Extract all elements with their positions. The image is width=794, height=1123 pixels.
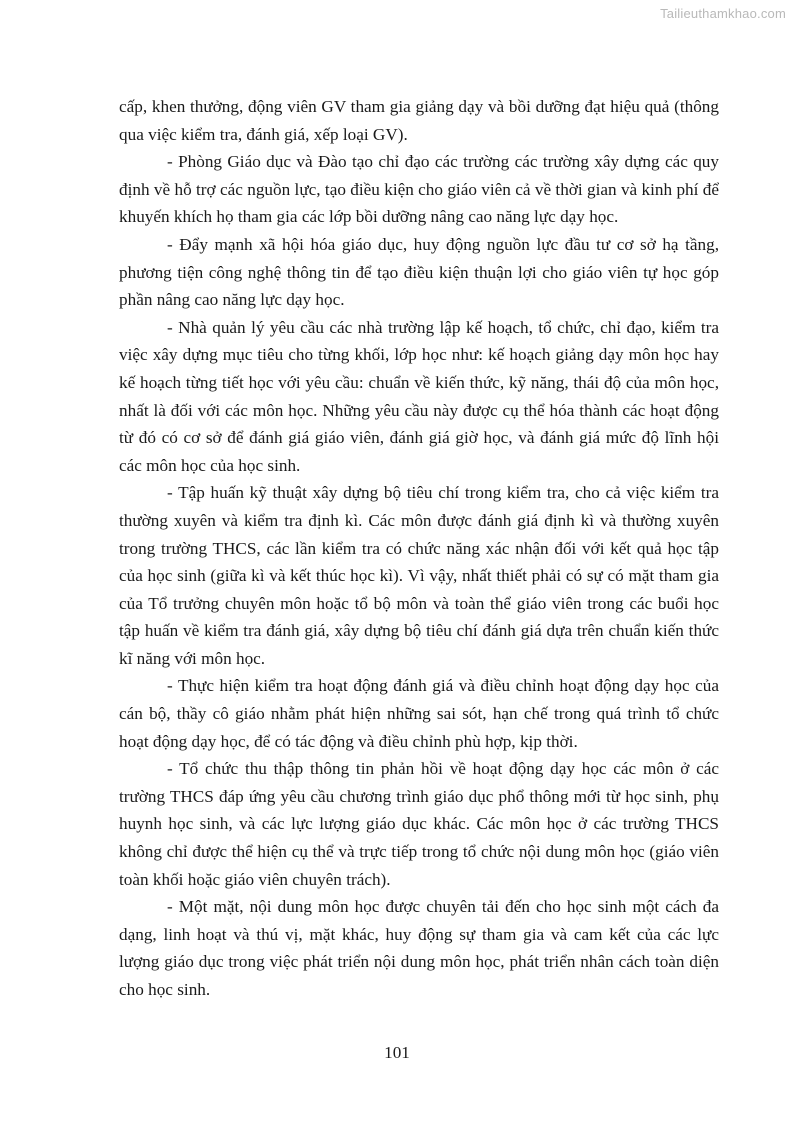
page-number: 101 <box>384 1043 410 1062</box>
paragraph: - Một mặt, nội dung môn học được chuyên tải đến cho học sinh một cách đa dạng, linh hoạt và thú vị, mặt khác, huy động sự tham gia và cam kết của các lực lượng giáo dục trong việc phát triển nội dung môn học, phát triển nhân cách toàn diện cho học sinh. <box>119 897 719 999</box>
paragraph: - Thực hiện kiểm tra hoạt động đánh giá và điều chỉnh hoạt động dạy học của cán bộ, thầy cô giáo nhằm phát hiện những sai sót, hạn chế trong quá trình tổ chức hoạt động dạy học, để có tác động và điều chỉnh phù hợp, kịp thời. <box>119 676 719 751</box>
paragraph: - Tổ chức thu thập thông tin phản hồi về hoạt động dạy học các môn ở các trường THCS đáp ứng yêu cầu chương trình giáo dục phổ thông mới từ học sinh, phụ huynh học sinh, và các lực lượng giáo dục khác. Các môn học ở các trường THCS không chỉ được thể hiện cụ thể và trực tiếp trong tổ chức nội dung môn học (giáo viên toàn khối hoặc giáo viên chuyên trách). <box>119 759 719 889</box>
paragraph: - Nhà quản lý yêu cầu các nhà trường lập kế hoạch, tổ chức, chỉ đạo, kiểm tra việc xây dựng mục tiêu cho từng khối, lớp học như: kế hoạch giảng dạy môn học hay kế hoạch từng tiết học với yêu cầu: chuẩn về kiến thức, kỹ năng, thái độ của môn học, nhất là đối với các môn học. Những yêu cầu này được cụ thể hóa thành các hoạt động từ đó có cơ sở để đánh giá giáo viên, đánh giá giờ học, và đánh giá mức độ lĩnh hội các môn học của học sinh. <box>119 317 719 475</box>
paragraph: - Đẩy mạnh xã hội hóa giáo dục, huy động nguồn lực đầu tư cơ sở hạ tầng, phương tiện công nghệ thông tin để tạo điều kiện thuận lợi cho giáo viên tự học góp phần nâng cao năng lực dạy học. <box>119 234 719 310</box>
paragraph: - Tập huấn kỹ thuật xây dựng bộ tiêu chí trong kiểm tra, cho cả việc kiểm tra thường xuyên và kiểm tra định kì. Các môn được đánh giá định kì và thường xuyên trong trường THCS, các lần kiểm tra có chức năng xác nhận đối với kết quả học tập của học sinh (giữa kì và kết thúc học kì). Vì vậy, nhất thiết phải có sự có mặt tham gia của Tổ trưởng chuyên môn hoặc tổ bộ môn và toàn thể giáo viên trong các buổi học tập huấn về kiểm tra đánh giá, xây dựng bộ tiêu chí đánh giá dựa trên chuẩn kiến thức kĩ năng với môn học. <box>119 483 719 668</box>
paragraph: cấp, khen thưởng, động viên GV tham gia giảng dạy và bồi dưỡng đạt hiệu quả (thông qua việc kiểm tra, đánh giá, xếp loại GV). <box>119 97 719 144</box>
watermark: Tailieuthamkhao.com <box>660 6 786 21</box>
document-body <box>119 93 719 1004</box>
paragraph: - Phòng Giáo dục và Đào tạo chỉ đạo các trường các trường xây dựng các quy định về hỗ trợ các nguồn lực, tạo điều kiện cho giáo viên cả về thời gian và kinh phí để khuyến khích họ tham gia các lớp bồi dưỡng nâng cao năng lực dạy học. <box>119 152 719 227</box>
